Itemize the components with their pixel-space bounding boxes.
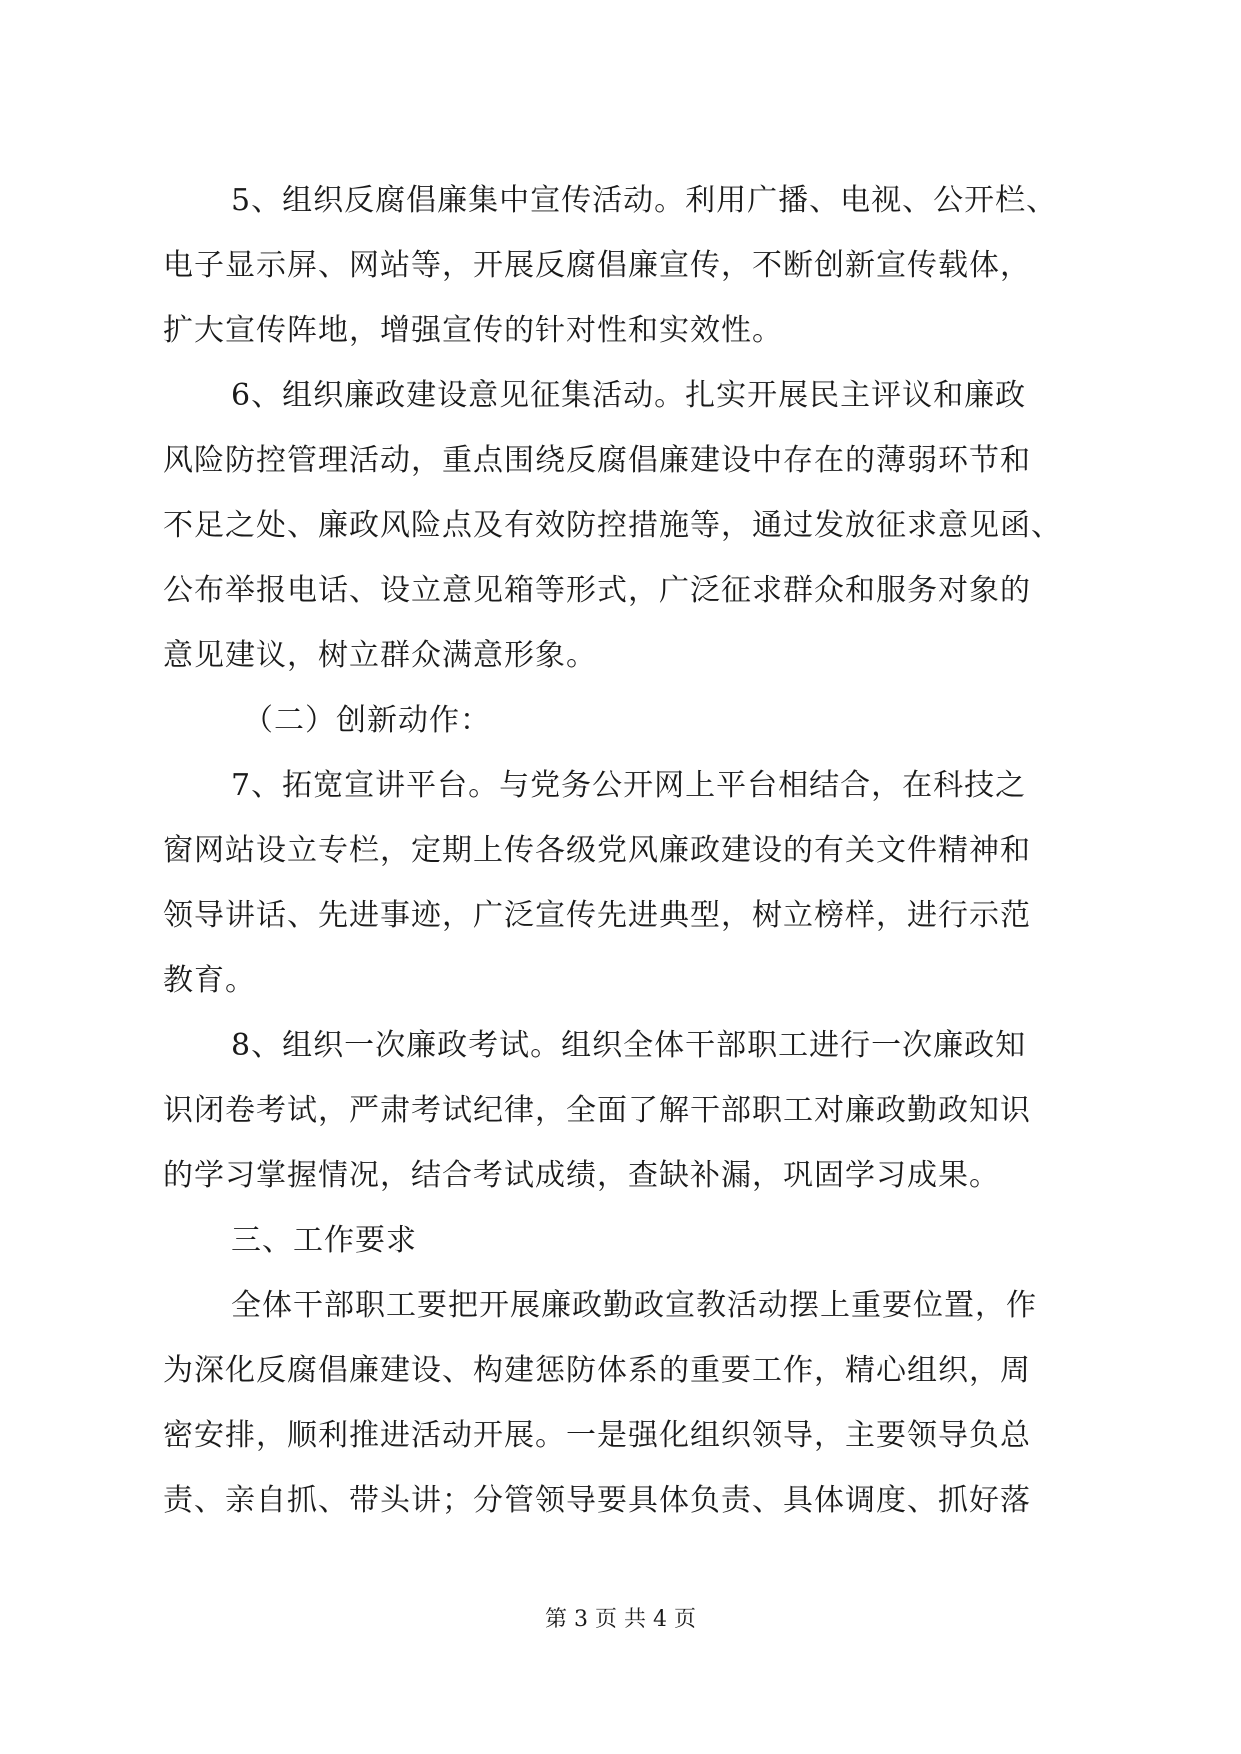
text-line: 不足之处、廉政风险点及有效防控措施等，通过发放征求意见函、	[163, 508, 1062, 543]
text-line: 风险防控管理活动，重点围绕反腐倡廉建设中存在的薄弱环节和	[163, 443, 1031, 478]
section-subheading: （二）创新动作：	[243, 703, 491, 738]
text-line: 责、亲自抓、带头讲；分管领导要具体负责、具体调度、抓好落	[163, 1483, 1031, 1518]
document-body	[163, 168, 1083, 1533]
text-line: 为深化反腐倡廉建设、构建惩防体系的重要工作，精心组织，周	[163, 1353, 1031, 1388]
page-number-footer: 第 3 页 共 4 页	[545, 1607, 696, 1632]
text-line: 8、组织一次廉政考试。组织全体干部职工进行一次廉政知	[231, 1028, 1027, 1063]
text-line: 领导讲话、先进事迹，广泛宣传先进典型，树立榜样，进行示范	[163, 898, 1031, 933]
text-line: 密安排，顺利推进活动开展。一是强化组织领导，主要领导负总	[163, 1418, 1031, 1453]
section-heading: 三、工作要求	[231, 1223, 417, 1258]
text-line: 公布举报电话、设立意见箱等形式，广泛征求群众和服务对象的	[163, 573, 1031, 608]
text-line: 全体干部职工要把开展廉政勤政宣教活动摆上重要位置，作	[231, 1288, 1037, 1323]
text-line: 扩大宣传阵地，增强宣传的针对性和实效性。	[163, 313, 783, 348]
text-line: 电子显示屏、网站等，开展反腐倡廉宣传，不断创新宣传载体，	[163, 248, 1031, 283]
text-line: 识闭卷考试，严肃考试纪律，全面了解干部职工对廉政勤政知识	[163, 1093, 1031, 1128]
text-line: 7、拓宽宣讲平台。与党务公开网上平台相结合，在科技之	[231, 768, 1027, 803]
text-line: 的学习掌握情况，结合考试成绩，查缺补漏，巩固学习成果。	[163, 1158, 1000, 1193]
text-line: 窗网站设立专栏，定期上传各级党风廉政建设的有关文件精神和	[163, 833, 1031, 868]
text-line: 6、组织廉政建设意见征集活动。扎实开展民主评议和廉政	[231, 378, 1027, 413]
text-line: 教育。	[163, 963, 256, 998]
text-line: 意见建议，树立群众满意形象。	[163, 638, 597, 673]
text-line: 5、组织反腐倡廉集中宣传活动。利用广播、电视、公开栏、	[231, 183, 1058, 218]
